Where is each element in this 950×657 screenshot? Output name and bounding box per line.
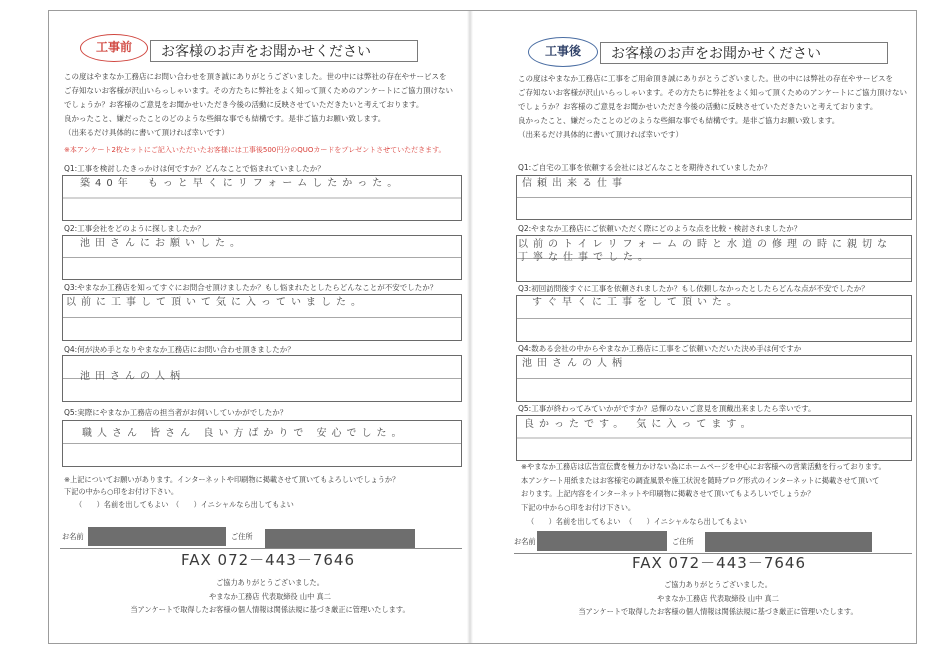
- fax-number: FAX 072－443－7646: [632, 554, 806, 572]
- handwritten-answer: 池田さんの人柄: [80, 371, 185, 382]
- option-initials-ok: （ ）イニシャルなら出してもよい: [172, 500, 294, 509]
- handwritten-answer: 丁寧な仕事でした。: [518, 252, 653, 263]
- question-label: Q5:実際にやまなか工務店の担当者がお伺いしていかがでしたか？: [64, 408, 288, 417]
- thanks-text: ご協力ありがとうございました。: [664, 580, 772, 589]
- intro-line: （出来るだけ具体的に書いて頂ければ幸いです）: [518, 130, 683, 139]
- redacted-name: [88, 527, 226, 546]
- privacy-note: 当アンケートで取得したお客様の個人情報は関係法規に基づき厳正に管理いたします。: [578, 607, 858, 616]
- signature-line: [60, 548, 462, 549]
- badge-after: 工事後: [528, 37, 598, 67]
- question-label: Q3:やまなか工務店を知ってすぐにお問合せ頂けましたか？もし悩まれたとしたらどんなことが不安でしたか？: [64, 283, 438, 292]
- intro-line: （出来るだけ具体的に書いて頂ければ幸いです）: [64, 128, 229, 137]
- thanks-text: ご協力ありがとうございました。: [216, 578, 324, 587]
- consent-text: ※やまなか工務店は広告宣伝費を極力かけない為にホームページを中心にお客様への営業活動を行っております。: [521, 462, 886, 471]
- consent-text: 下記の中から○印をお付け下さい。: [64, 487, 179, 496]
- intro-line: 良かったこと、嫌だったことのどのような些細な事でも結構です。是非ご協力お願い致します。: [64, 114, 386, 123]
- name-label: お名前: [62, 532, 84, 541]
- page-fold: [467, 11, 473, 643]
- company-signature: やまなか工務店 代表取締役 山中 真二: [209, 592, 331, 601]
- question-label: Q4:数ある会社の中からやまなか工務店に工事をご依頼いただいた決め手は何ですか: [518, 344, 802, 353]
- quo-card-notice: ※本アンケート2枚セットにご記入いただいたお客様には工事後500円分のQUOカードをプレゼントさせていただきます。: [64, 146, 446, 154]
- question-label: Q3:初回訪問後すぐに工事を依頼されましたか？もし依頼しなかったとしたらどんな点が不安でしたか？: [518, 284, 869, 293]
- question-label: Q1:ご自宅の工事を依頼する会社にはどんなことを期待されていましたか？: [518, 163, 772, 172]
- intro-line: 良かったこと、嫌だったことのどのような些細な事でも結構です。是非ご協力お願い致します。: [518, 116, 840, 125]
- privacy-note: 当アンケートで取得したお客様の個人情報は関係法規に基づき厳正に管理いたします。: [130, 605, 410, 614]
- consent-text: 下記の中から○印をお付け下さい。: [521, 503, 636, 512]
- consent-text: ※上記についてお願いがあります。インターネットや印刷物に掲載させて頂いてもよろしいでしょうか？: [64, 475, 400, 484]
- consent-text: おります。上記内容をインターネットや印刷物に掲載させて頂いてもよろしいでしょうか？: [521, 489, 815, 498]
- option-initials-ok: （ ）イニシャルなら出してもよい: [625, 517, 747, 526]
- consent-text: 本アンケート用紙またはお客様宅の調査風景や施工状況を随時ブログ形式のインターネットに掲載させて頂いて: [521, 476, 880, 485]
- handwritten-answer: 池田さんの人柄: [522, 358, 627, 369]
- redacted-address: [265, 529, 415, 548]
- handwritten-answer: 良かったです。 気に入ってます。: [524, 419, 756, 430]
- handwritten-answer: 築40年 もっと早くにリフォームしたかった。: [80, 178, 403, 189]
- survey-title: お客様のお声をお聞かせください: [150, 40, 418, 62]
- handwritten-answer: 以前のトイレリフォームの時と水道の修理の時に親切な: [518, 239, 892, 250]
- intro-line: この度はやまなか工務店にお問い合わせを頂き誠にありがとうございました。世の中には弊社の存在やサービスを: [64, 72, 447, 81]
- handwritten-answer: 職人さん 皆さん 良い方ばかりで 安心でした。: [82, 428, 407, 439]
- intro-line: ご存知ないお客様が沢山いらっしゃいます。その方たちに弊社をよく知って頂くためのアンケートにご協力頂けない: [64, 86, 453, 95]
- handwritten-answer: 信頼出来る仕事: [522, 178, 627, 189]
- intro-line: ご存知ないお客様が沢山いらっしゃいます。その方たちに弊社をよく知って頂くためのアンケートにご協力頂けない: [518, 88, 907, 97]
- redacted-address: [705, 532, 872, 552]
- question-label: Q4:何が決め手となりやまなか工務店にお問い合わせ頂きましたか？: [64, 345, 295, 354]
- intro-line: でしょうか？お客様のご意見をお聞かせいただき今後の活動に反映させていただきたいと考えております。: [64, 100, 424, 109]
- question-label: Q2:やまなか工務店にご依頼いただく際にどのような点を比較・検討されましたか？: [518, 224, 802, 233]
- intro-line: でしょうか？お客様のご意見をお聞かせいただき今後の活動に反映させていただきたいと考えております。: [518, 102, 878, 111]
- question-label: Q1:工事を検討したきっかけは何ですか？どんなことで悩まれていましたか？: [64, 164, 325, 173]
- question-label: Q2:工事会社をどのように探しましたか？: [64, 224, 205, 233]
- option-name-ok: （ ）名前を出してもよい: [75, 500, 169, 509]
- fax-number: FAX 072－443－7646: [181, 551, 355, 569]
- redacted-name: [537, 531, 667, 551]
- address-label: ご住所: [672, 537, 694, 546]
- question-label: Q5:工事が終わってみていかがですか？忌憚のないご意見を頂戴出来ましたら幸いです。: [518, 404, 816, 413]
- intro-line: この度はやまなか工務店に工事をご用命頂き誠にありがとうございました。世の中には弊社の存在やサービスを: [518, 74, 893, 83]
- address-label: ご住所: [231, 532, 253, 541]
- survey-title: お客様のお声をお聞かせください: [600, 42, 888, 64]
- name-label: お名前: [514, 537, 536, 546]
- option-name-ok: （ ）名前を出してもよい: [527, 517, 621, 526]
- handwritten-answer: 以前に工事して頂いて気に入っていました。: [66, 297, 366, 308]
- badge-before: 工事前: [80, 34, 148, 62]
- handwritten-answer: すぐ早くに工事をして頂いた。: [532, 297, 742, 308]
- company-signature: やまなか工務店 代表取締役 山中 真二: [657, 594, 779, 603]
- handwritten-answer: 池田さんにお願いした。: [80, 238, 245, 249]
